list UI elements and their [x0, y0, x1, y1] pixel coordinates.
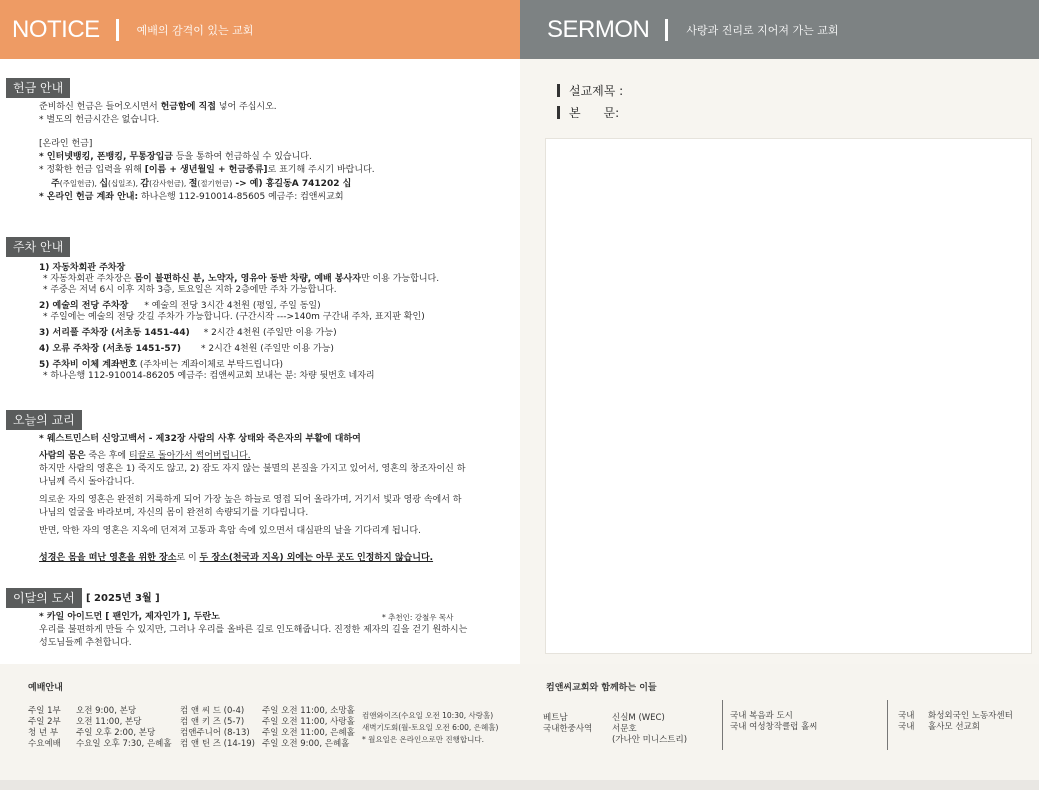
partner-name: 서문호: [612, 724, 637, 734]
parking-title: 5) 주차비 이체 계좌번호 (주차비는 계좌이체로 부탁드립니다): [39, 360, 284, 370]
notice-title: NOTICE: [12, 15, 100, 43]
doctrine-line: 의로운 자의 영혼은 완전히 거룩하게 되어 가장 높은 하늘로 영접 되어 올라가며, 거기서 빛과 영광 속에서 하: [39, 495, 462, 505]
notice-header: [0, 0, 520, 59]
parking-line: * 자동차회관 주차장은 몸이 불편하신 분, 노약자, 영유아 동반 차량, 예배 봉사자만 이용 가능합니다.: [43, 274, 440, 284]
book-recommender: * 추천인: 강철우 목사: [382, 613, 454, 622]
doctrine-line: 나님께 즉시 돌아갑니다.: [39, 477, 135, 487]
partner-name: 홀사모 선교회: [928, 722, 980, 732]
partner-name: 국내 복음과 도시: [730, 711, 793, 721]
doctrine-line: 사람의 몸은 죽은 후에 티끌로 돌아가서 썩어버립니다.: [39, 451, 251, 461]
book-heading: 이달의 도서: [6, 588, 82, 608]
online-offering-label: [온라인 헌금]: [39, 139, 93, 149]
parking-title: 2) 예술의 전당 주차장 * 예술의 전당 3시간 4천원 (평일, 주일 동일): [39, 301, 321, 311]
sermon-subtitle: 사랑과 진리로 지어져 가는 교회: [686, 23, 839, 37]
partners-divider: [722, 700, 723, 750]
parking-title: 3) 서리풀 주차장 (서초동 1451-44) * 2시간 4천원 (주일만 이용 가능): [39, 328, 337, 338]
sermon-text-label: 본 문:: [557, 104, 619, 121]
doctrine-line: 하지만 사람의 영혼은 1) 죽지도 않고, 2) 잠도 자지 않는 불멸의 본질을 가지고 있어서, 영혼의 창조자이신 하: [39, 464, 466, 474]
worship-extra: 컴앤와이즈(수요일 오전 10:30, 사랑홀): [362, 711, 494, 720]
offering-codes: 주(주일헌금), 십(십일조), 감(감사헌금), 절(절기헌금) -> 예) 홍길동A 741202 십: [51, 179, 352, 189]
worship-heading: 예배안내: [28, 683, 63, 693]
book-line: 우리를 불편하게 만들 수 있지만, 그러나 우리를 올바른 길로 인도해줍니다. 진정한 제자의 길을 걷기 원하시는: [39, 625, 468, 635]
offering-line: 준비하신 헌금은 들어오시면서 헌금함에 직접 넣어 주십시오.: [39, 102, 277, 112]
parking-title: 1) 자동차회관 주차장: [39, 263, 126, 273]
notice-subtitle: 예배의 감격이 있는 교회: [136, 23, 254, 37]
partner-name: 국내 여성창작클럽 홀씨: [730, 722, 818, 732]
worship-row: 주일 2부 오전 11:00, 본당 컴 앤 키 즈 (5-7) 주일 오전 11:00, 사랑홀: [28, 717, 355, 727]
worship-row: 수요예배 수요일 오후 7:30, 은혜홀 컴 앤 틴 즈 (14-19) 주일 오전 9:00, 은혜홀: [28, 739, 350, 749]
sermon-title: SERMON: [547, 15, 650, 43]
offering-line: * 정확한 헌금 입력을 위해 [이름 + 생년월일 + 헌금종류]로 표기해 주시기 바랍니다.: [39, 165, 375, 175]
offering-account: * 온라인 헌금 계좌 안내: 하나은행 112-910014-85605 예금주: 컴앤씨교회: [39, 192, 344, 202]
doctrine-line: 성경은 몸을 떠난 영혼을 위한 장소로 이 두 장소(천국과 지옥) 외에는 아무 곳도 인정하지 않습니다.: [39, 553, 434, 563]
footer-strip: [0, 780, 1039, 790]
worship-extra: * 월요일은 온라인으로만 진행합니다.: [362, 735, 484, 744]
parking-heading: 주차 안내: [6, 237, 70, 257]
worship-row: 주일 1부 오전 9:00, 본당 컴 앤 씨 드 (0-4) 주일 오전 11:00, 소망홀: [28, 706, 355, 716]
parking-account: * 하나은행 112-910014-86205 예금주: 컴앤씨교회 보내는 분: 차량 뒷번호 네자리: [43, 371, 375, 381]
offering-heading: 헌금 안내: [6, 78, 70, 98]
partner-name: 화성외국인 노동자센터: [928, 711, 1013, 721]
offering-line: * 인터넷뱅킹, 폰뱅킹, 무통장입금 등을 통하여 헌금하실 수 있습니다.: [39, 152, 312, 162]
doctrine-heading: 오늘의 교리: [6, 410, 82, 430]
offering-line: * 별도의 헌금시간은 없습니다.: [39, 115, 160, 125]
parking-line: * 주중은 저녁 6시 이후 지하 3층, 토요일은 지하 2층에만 주차 가능합니다.: [43, 285, 337, 295]
doctrine-line: * 웨스트민스터 신앙고백서 - 제32장 사람의 사후 상태와 죽은자의 부활에 대하여: [39, 434, 361, 444]
partner-name: 신실M (WEC): [612, 713, 665, 723]
partners-heading: 컴앤씨교회와 함께하는 이들: [546, 683, 657, 693]
worship-row: 청 년 부 주일 오후 2:00, 본당 컴앤주니어 (8-13) 주일 오전 11:00, 은혜홀: [28, 728, 355, 738]
partners-divider: [887, 700, 888, 750]
partner-region: 베트남: [543, 713, 568, 723]
sermon-notes-box: [545, 138, 1032, 654]
doctrine-line: 나님의 얼굴을 바라보며, 자신의 몸이 완전히 속량되기를 기다립니다.: [39, 508, 309, 518]
parking-line: * 주일에는 예술의 전당 갓길 주차가 가능합니다. (구간시작 --->140m 구간내 주차, 표지판 확인): [43, 312, 425, 322]
book-title: * 카일 아이드먼 [ 팬인가, 제자인가 ], 두란노: [39, 612, 220, 622]
book-month: [ 2025년 3월 ]: [86, 593, 160, 604]
header-divider: [116, 19, 119, 41]
partner-region: 국내한중사역: [543, 724, 593, 734]
parking-title: 4) 오류 주차장 (서초동 1451-57) * 2시간 4천원 (주일만 이용 가능): [39, 344, 334, 354]
sermon-title-label: 설교제목 :: [557, 82, 623, 99]
partner-region: 국내: [898, 711, 915, 721]
partner-region: 국내: [898, 722, 915, 732]
header-divider: [665, 19, 668, 41]
sermon-header: [520, 0, 1039, 59]
doctrine-line: 반면, 악한 자의 영혼은 지옥에 던져져 고통과 흑암 속에 있으면서 대심판의 날을 기다리게 됩니다.: [39, 526, 421, 536]
worship-extra: 새벽기도회(월-토요일 오전 6:00, 은혜홀): [362, 723, 499, 732]
book-line: 성도님들께 추천합니다.: [39, 638, 132, 648]
partner-name: (가나안 미니스트리): [612, 735, 688, 745]
